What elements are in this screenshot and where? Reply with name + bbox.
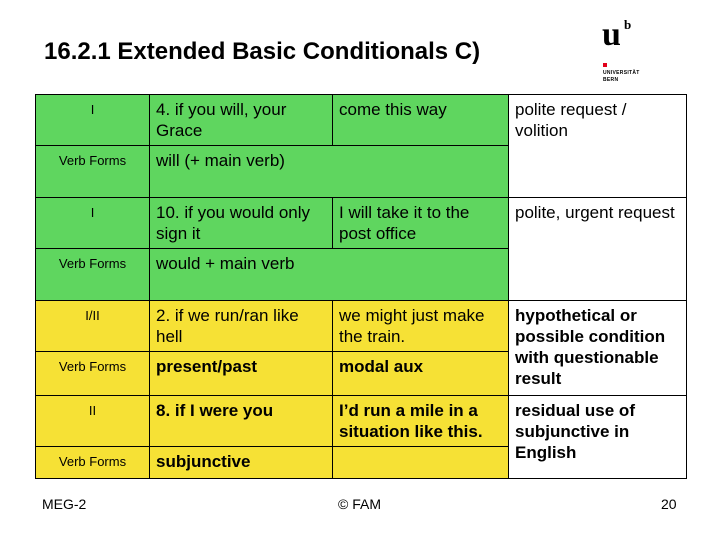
empty-cell bbox=[333, 447, 509, 479]
example-cell: 2. if we run/ran like hell bbox=[150, 301, 333, 352]
verb-form-cell: would + main verb bbox=[150, 249, 509, 301]
type-label-cell: I bbox=[36, 198, 150, 249]
verb-forms-label-cell: Verb Forms bbox=[36, 249, 150, 301]
logo-text-line2: BERN bbox=[603, 77, 619, 83]
example-cell: 4. if you will, your Grace bbox=[150, 95, 333, 146]
verb-form-cell: will (+ main verb) bbox=[150, 146, 509, 198]
verb-forms-label-cell: Verb Forms bbox=[36, 447, 150, 479]
university-logo bbox=[602, 18, 674, 92]
table-row bbox=[36, 396, 687, 447]
slide-title: 16.2.1 Extended Basic Conditionals C) bbox=[44, 38, 481, 65]
logo-mark: u bbox=[602, 16, 621, 53]
logo-superscript: b bbox=[624, 17, 632, 32]
footer-copyright: © FAM bbox=[338, 496, 381, 512]
logo-text-line1: UNIVERSITÄT bbox=[603, 70, 640, 76]
verb-forms-label-cell: Verb Forms bbox=[36, 352, 150, 396]
meaning-cell: polite request / volition bbox=[509, 95, 687, 198]
consequence-cell: I will take it to the post office bbox=[333, 198, 509, 249]
table-row bbox=[36, 301, 687, 352]
table-row bbox=[36, 198, 687, 249]
meaning-cell: residual use of subjunctive in English bbox=[509, 396, 687, 479]
type-label-cell: II bbox=[36, 396, 150, 447]
verb-form-cell: present/past bbox=[150, 352, 333, 396]
page-number: 20 bbox=[661, 496, 677, 512]
consequence-cell: come this way bbox=[333, 95, 509, 146]
meaning-cell: hypothetical or possible condition with questionable result bbox=[509, 301, 687, 396]
example-cell: 10. if you would only sign it bbox=[150, 198, 333, 249]
verb-form-cell: subjunctive bbox=[150, 447, 333, 479]
consequence-cell: I’d run a mile in a situation like this. bbox=[333, 396, 509, 447]
consequence-cell: we might just make the train. bbox=[333, 301, 509, 352]
type-label-cell: I/II bbox=[36, 301, 150, 352]
type-label-cell: I bbox=[36, 95, 150, 146]
footer-course: MEG-2 bbox=[42, 496, 87, 512]
meaning-cell: polite, urgent request bbox=[509, 198, 687, 301]
example-cell: 8. if I were you bbox=[150, 396, 333, 447]
conditionals-table bbox=[35, 94, 687, 479]
logo-accent bbox=[603, 63, 607, 67]
table-row bbox=[36, 95, 687, 146]
verb-form-cell-2: modal aux bbox=[333, 352, 509, 396]
verb-forms-label-cell: Verb Forms bbox=[36, 146, 150, 198]
